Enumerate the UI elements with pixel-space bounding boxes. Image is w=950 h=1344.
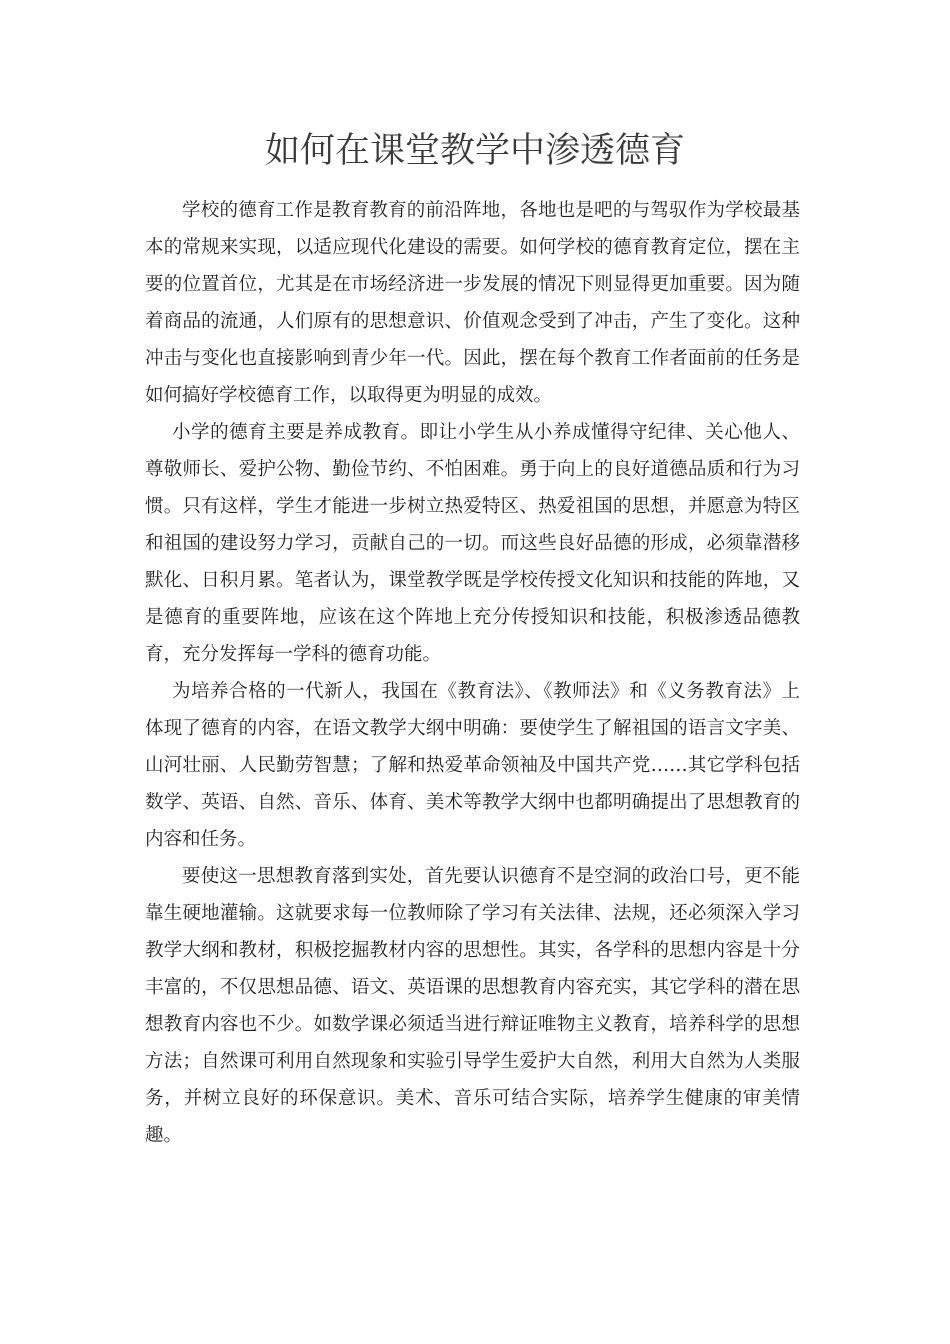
paragraph-2: 小学的德育主要是养成教育。即让小学生从小养成懂得守纪律、关心他人、尊敬师长、爱护公物、勤俭节约、不怕困难。勇于向上的良好道德品质和行为习惯。只有这样，学生才能进一步树立热爱特区、热爱祖国的思想，并愿意为特区和祖国的建设努力学习，贡献自己的一切。而这些良好品德的形成，必须靠潜移默化、日积月累。笔者认为，课堂教学既是学校传授文化知识和技能的阵地，又是德育的重要阵地，应该在这个阵地上充分传授知识和技能，积极渗透品德教育，充分发挥每一学科的德育功能。 <box>145 422 800 665</box>
paragraph-1: 学校的德育工作是教育教育的前沿阵地，各地也是吧的与驾驭作为学校最基本的常规来实现，以适应现代化建设的需要。如何学校的德育教育定位，摆在主要的位置首位，尤其是在市场经济进一步发展的情况下则显得更加重要。因为随着商品的流通，人们原有的思想意识、价值观念受到了冲击，产生了变化。这种冲击与变化也直接影响到青少年一代。因此，摆在每个教育工作者面前的任务是如何搞好学校德育工作，以取得更为明显的成效。 <box>145 200 800 406</box>
document-title: 如何在课堂教学中渗透德育 <box>264 131 685 171</box>
paragraph-4: 要使这一思想教育落到实处，首先要认识德育不是空洞的政治口号，更不能靠生硬地灌输。这就要求每一位教师除了学习有关法律、法规，还必须深入学习教学大纲和教材，积极挖掘教材内容的思想性。其实，各学科的思想内容是十分丰富的，不仅思想品德、语文、英语课的思想教育内容充实，其它学科的潜在思想教育内容也不少。如数学课必须适当进行辩证唯物主义教育，培养科学的思想方法；自然课可利用自然现象和实验引导学生爱护大自然，利用大自然为人类服务，并树立良好的环保意识。美术、音乐可结合实际，培养学生健康的审美情趣。 <box>145 866 800 1146</box>
paragraph-3: 为培养合格的一代新人，我国在《教育法》、《教师法》和《义务教育法》上体现了德育的内容，在语文教学大纲中明确：要使学生了解祖国的语言文字美、山河壮丽、人民勤劳智慧；了解和热爱革命领袖及中国共产党……其它学科包括数学、英语、自然、音乐、体育、美术等教学大纲中也都明确提出了思想教育的内容和任务。 <box>145 681 800 850</box>
document-body <box>145 192 800 1154</box>
